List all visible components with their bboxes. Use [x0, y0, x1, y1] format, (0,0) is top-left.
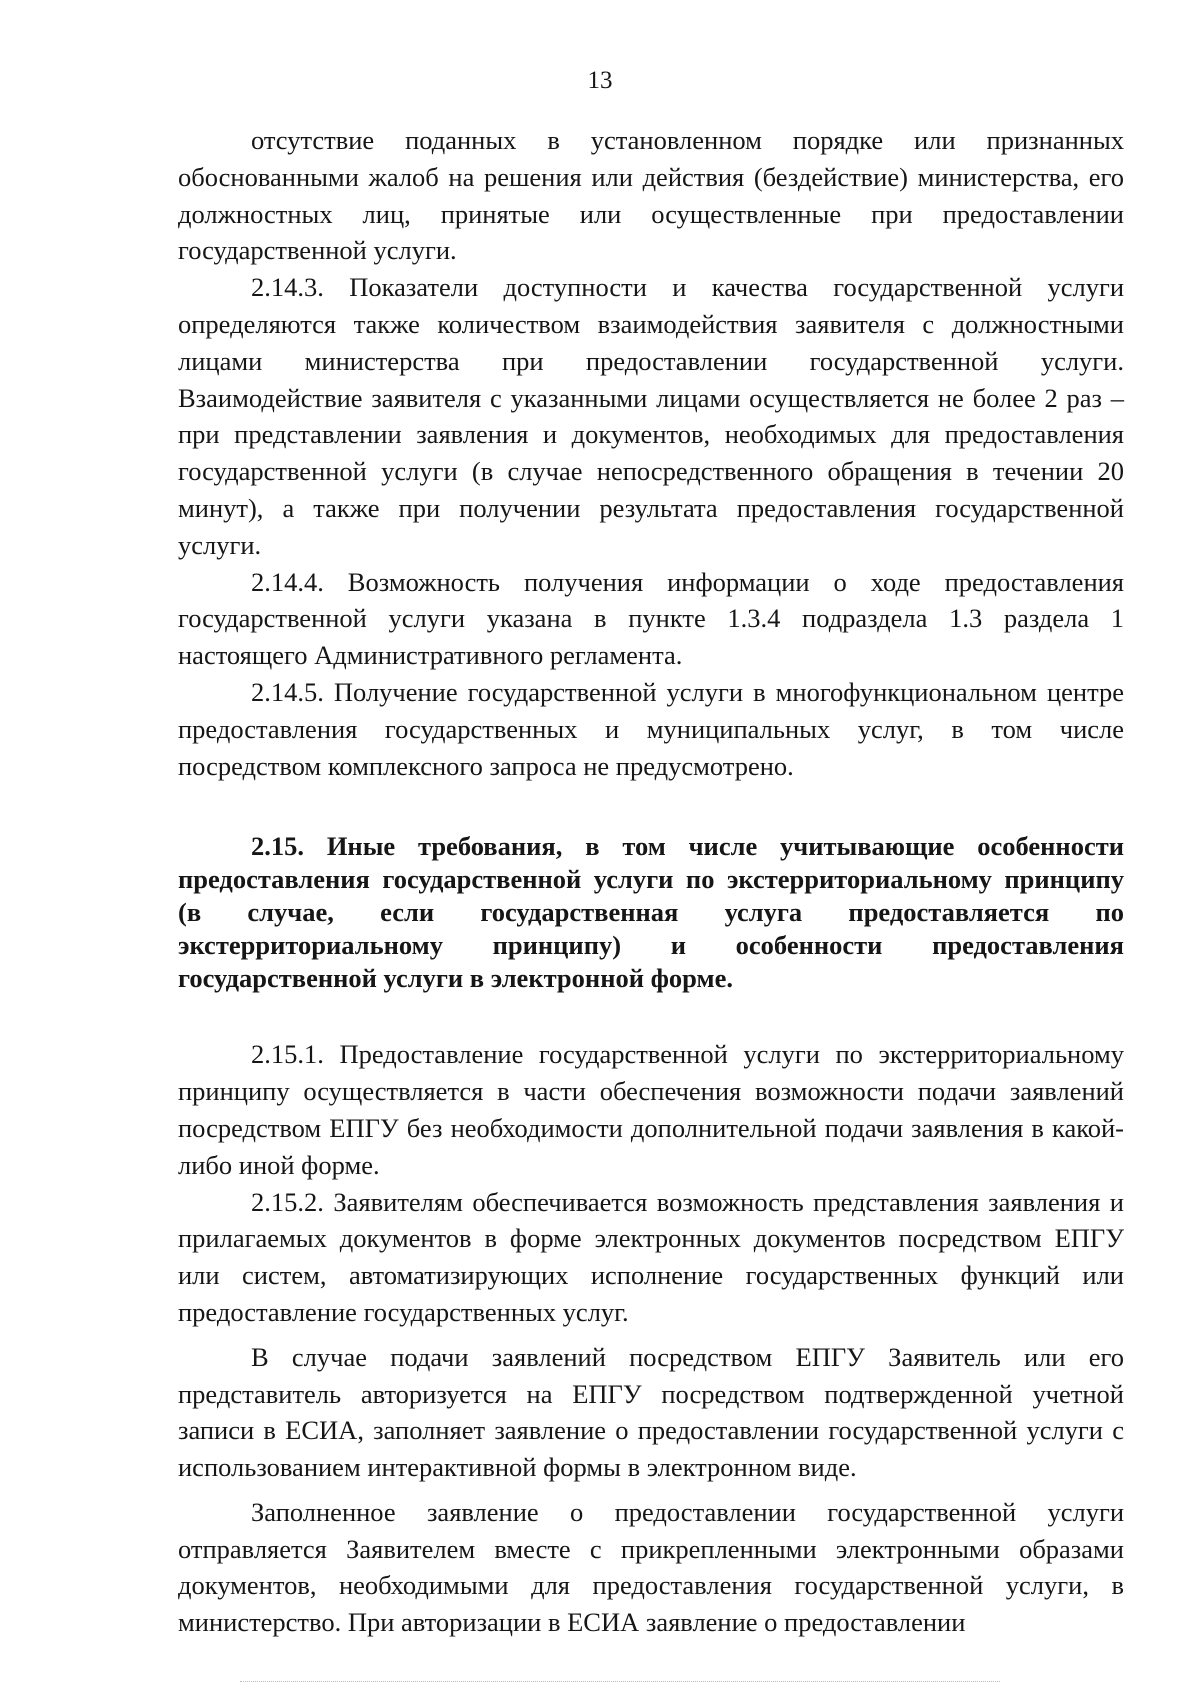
- document-body: [178, 122, 1124, 1641]
- paragraph-complaints-absence: отсутствие поданных в установленном порядке или признанных обоснованными жалоб на решения или действия (бездействие) министерства, его должностных лиц, принятые или осуществленные при предоставлении государственной услуги.: [178, 125, 1124, 266]
- paragraph-filled-application: Заполненное заявление о предоставлении государственной услуги отправляется Заявителем вместе с прикрепленными электронными образами документов, необходимыми для предоставления государственной услуги, в министерство. При авторизации в ЕСИА заявление о предоставлении: [178, 1496, 1124, 1638]
- paragraph-2-15-2: 2.15.2. Заявителям обеспечивается возможность представления заявления и прилагаемых документов в форме электронных документов посредством ЕПГУ или систем, автоматизирующих исполнение государственных функций или предоставление государственных услуг.: [178, 1186, 1124, 1327]
- paragraph-epgu-authorization: В случае подачи заявлений посредством ЕПГУ Заявитель или его представитель авторизуется на ЕПГУ посредством подтвержденной учетной записи в ЕСИА, заполняет заявление о предоставлении государственной услуги с использованием интерактивной формы в электронном виде.: [178, 1341, 1124, 1483]
- paragraph-2-14-3: 2.14.3. Показатели доступности и качества государственной услуги определяются также количеством взаимодействия заявителя с должностными лицами министерства при предоставлении государственной услуги. Взаимодействие заявителя с указанными лицами осуществляется не более 2 раз – при представлении заявления и документов, необходимых для предоставления государственной услуги (в случае непосредственного обращения в течении 20 минут), а также при получении результата предоставления государственной услуги.: [178, 272, 1124, 560]
- page-number: 13: [587, 67, 613, 94]
- paragraph-2-14-5: 2.14.5. Получение государственной услуги в многофункциональном центре предоставления государственных и муниципальных услуг, в том числе посредством комплексного запроса не предусмотрено.: [178, 676, 1124, 781]
- section-heading-2-15: 2.15. Иные требования, в том числе учитывающие особенности предоставления государственной услуги по экстерриториальному принципу (в случае, если государственная услуга предоставляется по экстерриториальному принципу) и особенности предоставления государственной услуги в электронной форме.: [178, 831, 1124, 993]
- paragraph-2-15-1: 2.15.1. Предоставление государственной услуги по экстерриториальному принципу осуществляется в части обеспечения возможности подачи заявлений посредством ЕПГУ без необходимости дополнительной подачи заявления в какой-либо иной форме.: [178, 1039, 1124, 1180]
- paragraph-2-14-4: 2.14.4. Возможность получения информации о ходе предоставления государственной услуги указана в пункте 1.3.4 подраздела 1.3 раздела 1 настоящего Административного регламента.: [178, 566, 1124, 671]
- scan-edge-artifact: [240, 1681, 1000, 1682]
